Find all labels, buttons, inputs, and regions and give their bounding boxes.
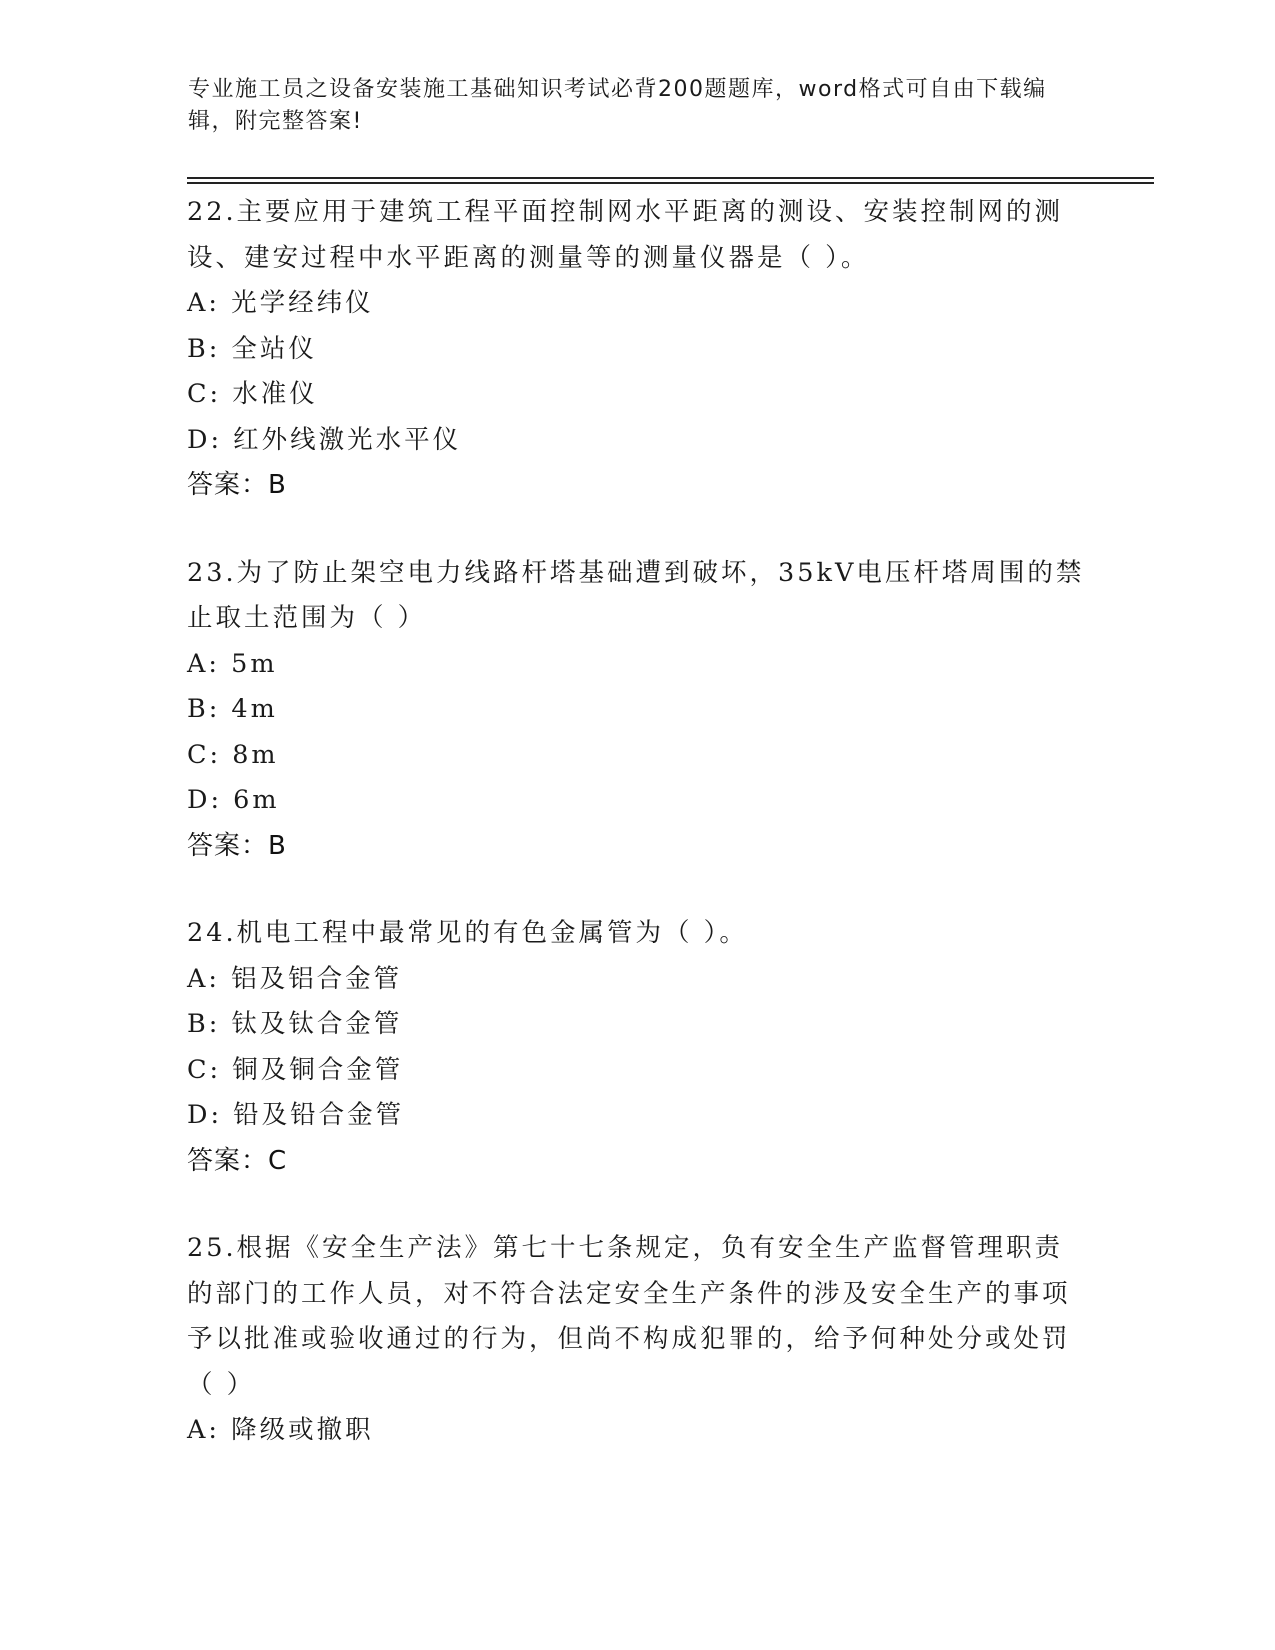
answer-line: 答案：C [187, 1145, 288, 1176]
question-22 [187, 190, 1087, 509]
question-25 [187, 1226, 1087, 1454]
answer-line: 答案：B [187, 470, 287, 500]
option-c: C: 铜及铜合金管 [187, 1054, 404, 1085]
option-d: D: 6m [187, 785, 280, 815]
header-divider [187, 182, 1154, 184]
option-b: B: 全站仪 [187, 333, 317, 364]
option-b: B: 钛及钛合金管 [187, 1009, 403, 1039]
answer-line: 答案：B [187, 830, 287, 861]
question-list [187, 190, 1087, 1454]
option-a: A: 铝及铝合金管 [187, 963, 403, 994]
question-stem: 24.机电工程中最常见的有色金属管为（ ）。 [187, 918, 748, 948]
option-a: A: 5m [187, 648, 278, 679]
option-a: A: 降级或撤职 [187, 1415, 374, 1445]
question-24 [187, 911, 1087, 1184]
document-header: 专业施工员之设备安装施工基础知识考试必背200题题库，word格式可自由下载编辑，附完整答案! [188, 77, 1047, 134]
option-d: D: 铅及铅合金管 [187, 1100, 405, 1130]
header-divider [187, 177, 1154, 179]
question-stem: 22.主要应用于建筑工程平面控制网水平距离的测设、安装控制网的测设、建安过程中水平距离的测量等的测量仪器是（ ）。 [187, 197, 1064, 273]
option-a: A: 光学经纬仪 [187, 288, 374, 318]
option-c: C: 水准仪 [187, 379, 318, 409]
option-c: C: 8m [187, 739, 279, 770]
question-stem: 25.根据《安全生产法》第七十七条规定，负有安全生产监督管理职责的部门的工作人员，对不符合法定安全生产条件的涉及安全生产的事项予以批准或验收通过的行为，但尚不构成犯罪的，给予何种处分或处罚（ ） [187, 1233, 1071, 1400]
option-d: D: 红外线激光水平仪 [187, 424, 462, 455]
question-stem: 23.为了防止架空电力线路杆塔基础遭到破坏，35kV电压杆塔周围的禁止取土范围为（ ） [187, 557, 1085, 633]
option-b: B: 4m [187, 694, 278, 724]
question-23 [187, 551, 1087, 870]
